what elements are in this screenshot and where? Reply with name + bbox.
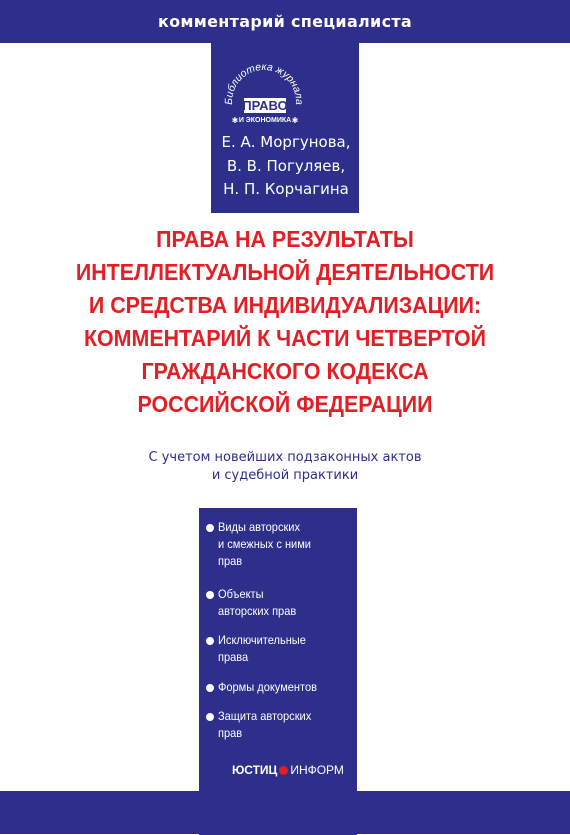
logo-tagline: И ЭКОНОМИКА xyxy=(238,117,292,124)
author-1: Е. А. Моргунова, xyxy=(221,133,351,151)
publisher-part-1: ЮСТИЦ xyxy=(232,763,278,777)
feature-5-line-2: прав xyxy=(218,726,243,740)
feature-4-line-1: Формы документов xyxy=(218,680,317,694)
feature-3-line-2: права xyxy=(218,650,249,664)
feature-1-line-3: прав xyxy=(218,554,243,568)
subtitle-line-2: и судебной практики xyxy=(211,468,359,483)
feature-1-line-2: и смежных с ними xyxy=(218,537,311,551)
publisher-logo xyxy=(232,763,344,779)
title-line-1: ПРАВА НА РЕЗУЛЬТАТЫ xyxy=(156,226,414,252)
logo-star-left: ✱ xyxy=(231,116,239,125)
bullet-icon xyxy=(206,637,214,645)
title-line-6: РОССИЙСКОЙ ФЕДЕРАЦИИ xyxy=(137,391,433,417)
logo-name: ПРАВО xyxy=(242,98,288,113)
title-line-2: ИНТЕЛЛЕКТУАЛЬНОЙ ДЕЯТЕЛЬНОСТИ xyxy=(75,259,495,285)
top-band xyxy=(0,0,570,43)
feature-2-line-2: авторских прав xyxy=(218,604,297,618)
bottom-band xyxy=(0,791,570,834)
author-2: В. В. Погуляев, xyxy=(226,157,346,175)
title-line-4: КОММЕНТАРИЙ К ЧАСТИ ЧЕТВЕРТОЙ xyxy=(83,325,487,351)
bullet-icon xyxy=(206,713,214,721)
feature-3-line-1: Исключительные xyxy=(218,633,306,647)
logo-arc-text: Библиотека журнала xyxy=(222,60,306,105)
subtitle-line-1: С учетом новейших подзаконных актов xyxy=(148,450,422,465)
bullet-icon xyxy=(206,524,214,532)
title-line-5: ГРАЖДАНСКОГО КОДЕКСА xyxy=(141,358,429,384)
bullet-icon xyxy=(206,684,214,692)
feature-2-line-1: Объекты xyxy=(218,587,264,601)
feature-5-line-1: Защита авторских xyxy=(218,709,312,723)
title-line-3: И СРЕДСТВА ИНДИВИДУАЛИЗАЦИИ: xyxy=(88,292,482,318)
feature-1-line-1: Виды авторских xyxy=(218,520,300,534)
bullet-icon xyxy=(206,591,214,599)
publisher-part-2: ИНФОРМ xyxy=(290,763,344,777)
logo-star-right: ✱ xyxy=(291,116,299,125)
publisher-dot-icon xyxy=(279,766,288,775)
author-3: Н. П. Корчагина xyxy=(223,180,349,198)
series-label: комментарий специалиста xyxy=(157,12,413,31)
journal-logo xyxy=(222,52,306,136)
